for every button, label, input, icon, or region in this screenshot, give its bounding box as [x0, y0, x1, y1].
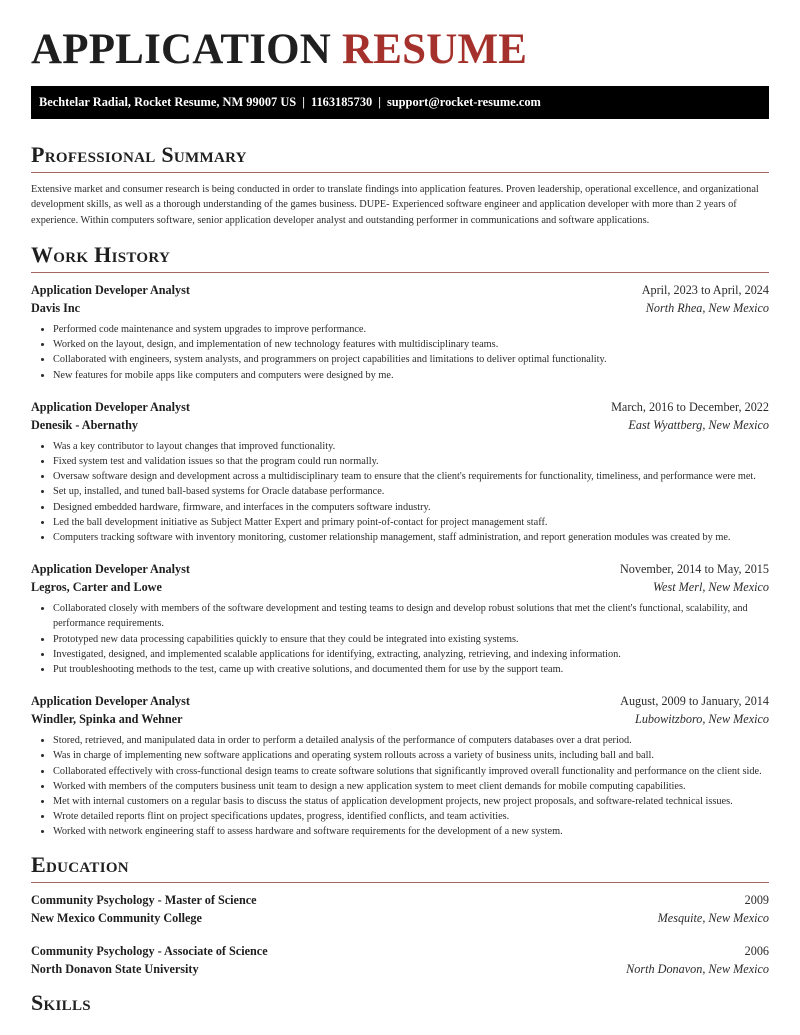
- job-dates: August, 2009 to January, 2014: [620, 694, 769, 709]
- job-bullet: • Was a key contributor to layout changes that improved functionality.: [53, 439, 769, 454]
- contact-phone[interactable]: 1163185730: [310, 95, 373, 109]
- job-bullet: • Fixed system test and validation issues so that the program could run normally.: [53, 454, 769, 469]
- contact-address: Bechtelar Radial, Rocket Resume, NM 99007 US: [39, 95, 297, 109]
- education-degree: Community Psychology - Associate of Science: [31, 943, 268, 958]
- job-company: Windler, Spinka and Wehner: [31, 712, 183, 727]
- education-school: North Donavon State University: [31, 961, 199, 976]
- job-header-row: [31, 281, 769, 299]
- job-position: Application Developer Analyst: [31, 399, 190, 414]
- job-bullet: • Led the ball development initiative as Subject Matter Expert and primary point-of-contact for project management staff.: [53, 515, 769, 530]
- summary-text: Extensive market and consumer research is being conducted in order to translate findings into application features. Proven leadership, operational excellence, and organizational development skills, as well as a thorough understanding of the games business. DUPE- Experienced software engineer and application developer with more than 2 years of experience. Within computers software, senior application developer analyst and outstanding performer in communications and software applications.: [31, 184, 759, 226]
- section-title-work-history: Work History: [31, 241, 171, 267]
- job-bullet: • Designed embedded hardware, firmware, and interfaces in the computers software industry.: [53, 500, 769, 515]
- job-position: Application Developer Analyst: [31, 562, 190, 577]
- job-bullet: • Collaborated effectively with cross-functional design teams to create software solutions that significantly improved overall functionality and performance on the client side.: [53, 764, 769, 779]
- name-first: APPLICATION: [31, 26, 332, 73]
- job-dates: November, 2014 to May, 2015: [619, 562, 769, 577]
- education-year: 2006: [744, 943, 769, 958]
- section-divider: [31, 882, 769, 883]
- job-header-row: [31, 692, 769, 710]
- job-company-row: [31, 710, 769, 728]
- job-bullet: • Stored, retrieved, and manipulated data in order to perform a detailed analysis of the performance of computers databases over a drat period.: [53, 733, 769, 748]
- contact-bar: [31, 86, 769, 119]
- job-position: Application Developer Analyst: [31, 694, 190, 709]
- work-history-section: [31, 242, 769, 840]
- education-location: Mesquite, New Mexico: [657, 910, 769, 925]
- job-bullet-list: [31, 439, 769, 545]
- name-second: RESUME: [341, 26, 528, 73]
- education-degree: Community Psychology - Master of Science: [31, 892, 257, 907]
- job-position: Application Developer Analyst: [31, 282, 190, 297]
- education-header-row: [31, 942, 769, 960]
- job-company: Denesik - Abernathy: [31, 417, 138, 432]
- section-divider: [31, 172, 769, 173]
- education-entry: [31, 891, 769, 927]
- job-bullet: • Was in charge of implementing new software applications and operating system rollouts across a variety of business units, including ball and ball.: [53, 748, 769, 763]
- contact-separator: |: [302, 95, 305, 109]
- job-bullet: • Oversaw software design and development across a multidisciplinary team to ensure that the client's requirements for functionality, timeliness, and performance were met.: [53, 469, 769, 484]
- education-school-row: [31, 960, 769, 978]
- job-company-row: [31, 416, 769, 434]
- job-bullet: • Met with internal customers on a regular basis to discuss the status of application development projects, new project proposals, and software-related technical issues.: [53, 794, 769, 809]
- job-dates: April, 2023 to April, 2024: [641, 282, 769, 297]
- job-header-row: [31, 560, 769, 578]
- job-bullet-list: [31, 601, 769, 677]
- job-location: East Wyattberg, New Mexico: [628, 417, 769, 432]
- skills-section: [31, 990, 769, 1016]
- section-title-education: Education: [31, 851, 129, 877]
- job-company-row: [31, 578, 769, 596]
- contact-separator: |: [378, 95, 381, 109]
- job-location: North Rhea, New Mexico: [645, 300, 769, 315]
- job-company: Davis Inc: [31, 300, 81, 315]
- job-bullet: • Performed code maintenance and system upgrades to improve performance.: [53, 322, 769, 337]
- section-title-skills: Skills: [31, 989, 91, 1015]
- job-bullet: • Worked with network engineering staff to assess hardware and software requirements for the development of a new system.: [53, 824, 769, 839]
- job-bullet: • Computers tracking software with inventory monitoring, customer relationship management, staff administration, and report generation modules was created by me.: [53, 530, 769, 545]
- job-bullet: • New features for mobile apps like computers and computers were designed by me.: [53, 368, 769, 383]
- job-bullet-list: [31, 322, 769, 383]
- job-entry: [31, 560, 769, 677]
- summary-section: [31, 142, 769, 228]
- job-location: West Merl, New Mexico: [653, 580, 769, 595]
- job-bullet: • Worked with members of the computers business unit team to design a new application system to meet client demands for mobile computing capabilities.: [53, 779, 769, 794]
- job-bullet: • Worked on the layout, design, and implementation of new technology features with multidisciplinary teams.: [53, 337, 769, 352]
- job-bullet: • Collaborated with engineers, system analysts, and programmers on project capabilities and limitations to deliver optimal functionality.: [53, 352, 769, 367]
- education-year: 2009: [744, 892, 769, 907]
- education-school: New Mexico Community College: [31, 910, 202, 925]
- job-company: Legros, Carter and Lowe: [31, 580, 162, 595]
- job-bullet: • Collaborated closely with members of the software development and testing teams to design and develop robust solutions that met the client's functional, scalability, and performance requirements.: [53, 601, 769, 631]
- section-divider: [31, 272, 769, 273]
- resume-title: [31, 0, 769, 80]
- section-title-summary: Professional Summary: [31, 142, 247, 167]
- job-bullet: • Set up, installed, and tuned ball-based systems for Oracle database performance.: [53, 484, 769, 499]
- job-bullet: • Wrote detailed reports flint on project specifications updates, progress, identified conflicts, and team activities.: [53, 809, 769, 824]
- job-entry: [31, 692, 769, 839]
- education-school-row: [31, 909, 769, 927]
- contact-email[interactable]: support@rocket-resume.com: [386, 95, 541, 109]
- job-bullet-list: [31, 733, 769, 839]
- job-bullet: • Prototyped new data processing capabilities quickly to ensure that they could be integrated into existing systems.: [53, 632, 769, 647]
- education-location: North Donavon, New Mexico: [626, 961, 769, 976]
- job-entry: [31, 281, 769, 383]
- job-dates: March, 2016 to December, 2022: [611, 399, 769, 414]
- job-location: Lubowitzboro, New Mexico: [635, 712, 769, 727]
- education-section: [31, 852, 769, 978]
- job-bullet: • Put troubleshooting methods to the test, came up with creative solutions, and documented them for use by the support team.: [53, 662, 769, 677]
- education-header-row: [31, 891, 769, 909]
- education-entry: [31, 942, 769, 978]
- job-bullet: • Investigated, designed, and implemented scalable applications for identifying, extracting, analyzing, retrieving, and indexing information.: [53, 647, 769, 662]
- job-entry: [31, 398, 769, 545]
- job-company-row: [31, 299, 769, 317]
- job-header-row: [31, 398, 769, 416]
